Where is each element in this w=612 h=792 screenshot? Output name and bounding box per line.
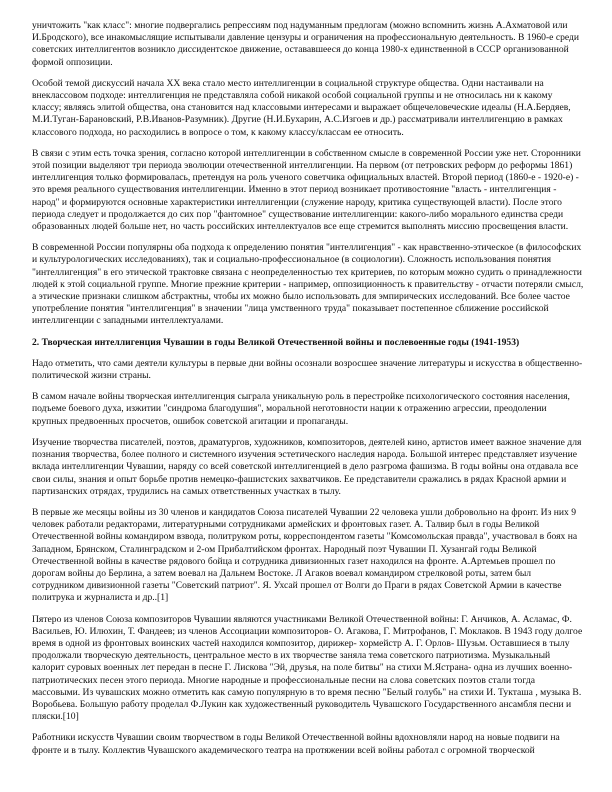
paragraph-intelligentsia-repression: уничтожить "как класс": многие подвергались репрессиям под надуманным предлогам (можно вспомнить жизнь А.Ахматовой или И.Бродского), все инакомыслящие испытывали давление цензуры и ограничения на профессиональную деятельность. В 1960-е среди советских интеллигентов возникло диссидентское движение, остававшееся до конца 1980-х единственной в СССР организованной формой оппозиции. — [32, 20, 580, 68]
paragraph-social-structure: Особой темой дискуссий начала XX века стало место интеллигенции в социальной структуре общества. Одни настаивали на внеклассовом подходе: интеллигенция не представляла собой никакой особой социальной группы и не относилась ни к какому классу; являясь элитой общества, она становится над классовыми интересами и выражает общечеловеческие идеалы (Н.А.Бердяев, М.И.Туган-Барановский, Р.В.Иванов-Разумник). Другие (Н.И.Бухарин, А.С.Изгоев и др.) рассматривали интеллигенцию в рамках классового подхода, но расходились в вопросе о том, к какому классу/классам ее относить. — [32, 77, 571, 138]
section-heading: 2. Творческая интеллигенция Чувашии в годы Великой Отечественной войны и послевоенные годы (1941-1953) — [32, 336, 520, 348]
paragraph-creative-study: Изучение творчества писателей, поэтов, драматургов, художников, композиторов, деятелей кино, артистов имеет важное значение для познания творчества, более полного и системного изучения эстетического наследия народа. Большой интерес представляет изучение вклада интеллигенции Чувашии, наряду со всей советской интеллигенцией в дело разгрома фашизма. В годы войны она отдавала все свои силы, знания и опыт борьбе против немецко-фашистских захватчиков. Ее представители сражались в рядах Красной армии и партизанских отрядах, трудились на самых ответственных участках в тылу. — [32, 436, 582, 497]
paragraph-war-significance: Надо отметить, что сами деятели культуры в первые дни войны осознали возросшее значение литературы и искусства в общественно-политической жизни страны. — [32, 357, 583, 382]
paragraph-composers: Пятеро из членов Союза композиторов Чувашии являются участниками Великой Отечественной войны: Г. Анчиков, А. Асламас, Ф. Васильев, Ю. Илюхин, Т. Фандеев; из членов Ассоциации композиторов- О. Агакова, Г. Митрофанов, Г. Моклаков. В 1943 году долгое время в одной из фронтовых воинских частей находился композитор, дирижер- хормейстр А. Г. Орлов- Шузьм. Оставшиеся в тылу продолжали творческую деятельность, центральное место в их творчестве заняла тема советского патриотизма. Музыкальный калорит суровых военных лет передан в песне Г. Лискова "Эй, друзья, на поле битвы" на стихи М.Ястрана- одна из лучших военно- патриотических песен этого периода. Многие народные и профессиональные песни на слова советских поэтов стали тогда массовыми. Из чувашских можно отметить как самую популярную в то время песню "Белый голубь" на стихи И. Тукташа , музыка В. Воробьева. Большую работу проделал Ф.Лукин как художественный руководитель Чувашского Государственного ансамбля песни и пляски.[10] — [32, 613, 583, 723]
paragraph-modern-approaches: В современной России популярны оба подхода к определению понятия "интеллигенция" - как нравственно-этическое (в философских и культурологических исследованиях), так и социально-профессиональное (в социологии). Сложность использования понятия "интеллигенция" в его этической трактовке связана с неопределенностью тех критериев, по которым можно судить о принадлежности людей к этой социальной группе. Многие прежние критерии - например, оппозиционность к правительству - отчасти потеряли смысл, а этические признаки слишком абстрактны, чтобы их можно было использовать для эмпирических исследований. Все более частое употребление понятия "интеллигенция" в значении "лица умственного труда" показывает постепенное сближение российской интеллигенции с западными интеллектуалами. — [32, 242, 584, 327]
document-page — [32, 20, 584, 766]
paragraph-writers-front: В первые же месяцы войны из 30 членов и кандидатов Союза писателей Чувашии 22 человека ушли добровольно на фронт. Из них 9 человек работали редакторами, литературными сотрудниками армейских и фронтовых газет. А. Талвир был в годы Великой Отечественной войны командиром взвода, политруком роты, корреспондентом газеты "Комсомольская правда", участвовал в боях на Западном, Брянском, Сталинградском и 2-ом Прибалтийском фронтах. Народный поэт Чувашии П. Хузангай годы Великой Отечественной войны в качестве рядового бойца и сотрудника дивизионных газет находился на фронте. А.Артемьев прошел по дорогам войны до Берлина, а затем воевал на Дальнем Востоке. Л Агаков воевал командиром стрелковой роты, затем был сотрудником дивизионной газеты "Советский патриот". Я. Ухсай прошел от Волги до Праги в рядах Советской Армии в качестве политрука и журналиста и др..[1] — [32, 506, 578, 604]
paragraph-war-role: В самом начале войны творческая интеллигенция сыграла уникальную роль в перестройке психологического состояния населения, подъеме боевого духа, изжитии "синдрома благодушия", моральной неготовности нации к отражению агрессии, преодолении крупных предвоенных просчетов, ошибок советской агитации и пропаганды. — [32, 391, 570, 427]
paragraph-art-workers: Работники искусств Чувашии своим творчеством в годы Великой Отечественной войны вдохновляли народ на новые подвиги на фронте и в тылу. Коллектив Чувашского академического театра на протяжении всей войны работал с огромной творческой — [32, 732, 560, 756]
paragraph-three-periods: В связи с этим есть точка зрения, согласно которой интеллигенции в собственном смысле в современной России уже нет. Сторонники этой позиции выделяют три периода эволюции отечественной интеллигенции. На первом (от петровских реформ до реформы 1861) интеллигенция только формировалась, претендуя на роль ученого советчика официальных властей. Второй период (1860-е - 1920-е) - это время реального существования интеллигенции. Именно в этот период возникает противостояние "власть - интеллигенция - народ" и формируются основные характеристики интеллигенции (служение народу, критика существующей власти). После этого периода следует и продолжается до сих пор "фантомное" существование интеллигенции: какого-либо морального единства среди образованных людей больше нет, но часть российских интеллектуалов все еще стремится выполнять миссию просвещения власти. — [32, 147, 581, 233]
